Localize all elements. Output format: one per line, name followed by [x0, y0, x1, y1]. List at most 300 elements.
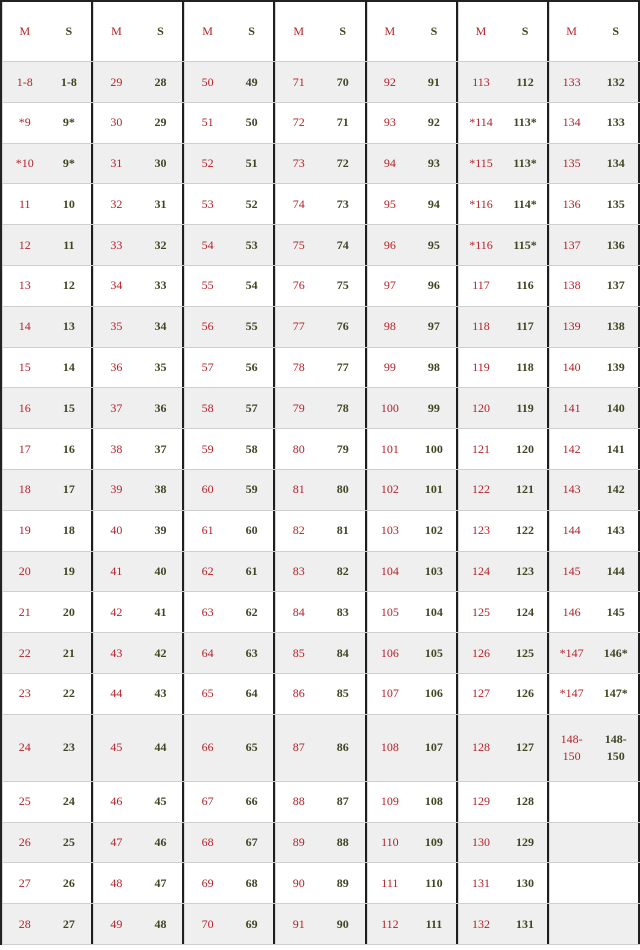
s-cell: 53	[230, 225, 276, 265]
m-cell: 107	[367, 674, 413, 714]
s-cell: 140	[593, 388, 640, 428]
m-cell: 25	[2, 782, 47, 822]
header-s: S	[321, 2, 367, 61]
s-cell	[593, 782, 640, 822]
s-cell: 115*	[503, 225, 549, 265]
s-cell: 130	[503, 863, 549, 903]
m-cell: 93	[367, 103, 413, 143]
s-cell: 79	[321, 429, 367, 469]
s-cell: 64	[230, 674, 276, 714]
m-cell: 55	[184, 266, 230, 306]
m-cell: 56	[184, 307, 230, 347]
s-cell: 107	[412, 715, 458, 781]
s-cell: 131	[503, 904, 549, 944]
m-cell	[549, 782, 594, 822]
s-cell: 136	[593, 225, 640, 265]
m-cell: 77	[275, 307, 321, 347]
s-cell: 113*	[503, 103, 549, 143]
s-cell: 70	[321, 62, 367, 102]
m-cell: 78	[275, 348, 321, 388]
s-cell: 27	[47, 904, 94, 944]
s-cell: 9*	[47, 144, 94, 184]
s-cell: 34	[139, 307, 185, 347]
s-cell: 20	[47, 592, 94, 632]
table-row	[2, 511, 640, 552]
header-m: M	[184, 2, 230, 61]
m-cell: 141	[549, 388, 594, 428]
m-cell	[549, 823, 594, 863]
header-m: M	[549, 2, 594, 61]
s-cell: 48	[139, 904, 185, 944]
m-cell: 39	[93, 470, 139, 510]
s-cell: 74	[321, 225, 367, 265]
m-cell: 36	[93, 348, 139, 388]
s-cell: 26	[47, 863, 94, 903]
s-cell: 112	[503, 62, 549, 102]
s-cell: 1-8	[47, 62, 94, 102]
header-s: S	[593, 2, 640, 61]
s-cell: 21	[47, 633, 94, 673]
s-cell: 19	[47, 552, 94, 592]
s-cell: 87	[321, 782, 367, 822]
s-cell: 110	[412, 863, 458, 903]
s-cell: 65	[230, 715, 276, 781]
header-s: S	[503, 2, 549, 61]
m-cell: 98	[367, 307, 413, 347]
table-row	[2, 144, 640, 185]
m-cell: 52	[184, 144, 230, 184]
m-cell: 111	[367, 863, 413, 903]
m-cell: 101	[367, 429, 413, 469]
m-cell: 66	[184, 715, 230, 781]
m-cell: 1-8	[2, 62, 47, 102]
s-cell: 90	[321, 904, 367, 944]
m-cell: 38	[93, 429, 139, 469]
s-cell: 100	[412, 429, 458, 469]
s-cell: 29	[139, 103, 185, 143]
s-cell: 132	[593, 62, 640, 102]
s-cell: 88	[321, 823, 367, 863]
m-cell: 126	[458, 633, 504, 673]
table-row	[2, 388, 640, 429]
s-cell: 62	[230, 592, 276, 632]
m-cell: 130	[458, 823, 504, 863]
s-cell: 125	[503, 633, 549, 673]
m-cell: 140	[549, 348, 594, 388]
s-cell: 54	[230, 266, 276, 306]
m-cell: 91	[275, 904, 321, 944]
header-m: M	[275, 2, 321, 61]
m-cell: 119	[458, 348, 504, 388]
s-cell	[593, 904, 640, 944]
m-cell: 35	[93, 307, 139, 347]
m-cell: 57	[184, 348, 230, 388]
m-cell: 46	[93, 782, 139, 822]
m-cell: 110	[367, 823, 413, 863]
m-cell: 129	[458, 782, 504, 822]
m-cell: 148- 150	[549, 715, 594, 781]
m-cell: 40	[93, 511, 139, 551]
s-cell: 86	[321, 715, 367, 781]
s-cell: 93	[412, 144, 458, 184]
s-cell: 76	[321, 307, 367, 347]
header-m: M	[2, 2, 47, 61]
m-cell: 76	[275, 266, 321, 306]
m-cell: 49	[93, 904, 139, 944]
s-cell: 38	[139, 470, 185, 510]
m-cell: 43	[93, 633, 139, 673]
s-cell: 31	[139, 184, 185, 224]
s-cell: 51	[230, 144, 276, 184]
m-cell: *147	[549, 633, 594, 673]
s-cell: 60	[230, 511, 276, 551]
m-cell: 85	[275, 633, 321, 673]
s-cell: 63	[230, 633, 276, 673]
s-cell: 47	[139, 863, 185, 903]
m-cell: 44	[93, 674, 139, 714]
s-cell: 98	[412, 348, 458, 388]
s-cell: 141	[593, 429, 640, 469]
s-cell: 85	[321, 674, 367, 714]
table-row	[2, 348, 640, 389]
m-cell: 51	[184, 103, 230, 143]
m-cell: 100	[367, 388, 413, 428]
s-cell: 67	[230, 823, 276, 863]
m-cell: 50	[184, 62, 230, 102]
s-cell: 146*	[593, 633, 640, 673]
m-cell: 34	[93, 266, 139, 306]
m-cell: 68	[184, 823, 230, 863]
s-cell: 46	[139, 823, 185, 863]
s-cell: 18	[47, 511, 94, 551]
s-cell: 96	[412, 266, 458, 306]
table-row	[2, 674, 640, 715]
m-cell: 54	[184, 225, 230, 265]
s-cell: 66	[230, 782, 276, 822]
m-cell: 20	[2, 552, 47, 592]
s-cell: 108	[412, 782, 458, 822]
m-cell: 92	[367, 62, 413, 102]
s-cell: 50	[230, 103, 276, 143]
m-cell: 31	[93, 144, 139, 184]
s-cell: 147*	[593, 674, 640, 714]
m-cell: 16	[2, 388, 47, 428]
m-cell: 86	[275, 674, 321, 714]
m-cell: 71	[275, 62, 321, 102]
m-cell: 69	[184, 863, 230, 903]
s-cell: 44	[139, 715, 185, 781]
s-cell: 33	[139, 266, 185, 306]
m-cell: 105	[367, 592, 413, 632]
m-cell: 13	[2, 266, 47, 306]
s-cell: 43	[139, 674, 185, 714]
m-cell: 120	[458, 388, 504, 428]
s-cell	[593, 823, 640, 863]
s-cell: 102	[412, 511, 458, 551]
s-cell	[593, 863, 640, 903]
s-cell: 56	[230, 348, 276, 388]
s-cell: 24	[47, 782, 94, 822]
m-cell: 145	[549, 552, 594, 592]
table-row	[2, 307, 640, 348]
s-cell: 39	[139, 511, 185, 551]
m-cell: 74	[275, 184, 321, 224]
m-cell: 95	[367, 184, 413, 224]
s-cell: 120	[503, 429, 549, 469]
s-cell: 134	[593, 144, 640, 184]
m-cell: 28	[2, 904, 47, 944]
s-cell: 49	[230, 62, 276, 102]
s-cell: 97	[412, 307, 458, 347]
table-row	[2, 592, 640, 633]
header-s: S	[47, 2, 94, 61]
table-row	[2, 715, 640, 782]
s-cell: 9*	[47, 103, 94, 143]
s-cell: 92	[412, 103, 458, 143]
m-cell: 88	[275, 782, 321, 822]
s-cell: 127	[503, 715, 549, 781]
table-row	[2, 823, 640, 864]
m-cell: 108	[367, 715, 413, 781]
m-cell: 42	[93, 592, 139, 632]
m-cell: 21	[2, 592, 47, 632]
m-cell: 59	[184, 429, 230, 469]
s-cell: 80	[321, 470, 367, 510]
m-cell: 22	[2, 633, 47, 673]
m-cell: 123	[458, 511, 504, 551]
m-cell: 113	[458, 62, 504, 102]
m-cell: 72	[275, 103, 321, 143]
s-cell: 22	[47, 674, 94, 714]
s-cell: 10	[47, 184, 94, 224]
m-cell: 137	[549, 225, 594, 265]
s-cell: 58	[230, 429, 276, 469]
m-cell: 94	[367, 144, 413, 184]
s-cell: 91	[412, 62, 458, 102]
m-cell: 17	[2, 429, 47, 469]
m-cell: 27	[2, 863, 47, 903]
m-cell: 133	[549, 62, 594, 102]
m-cell: 58	[184, 388, 230, 428]
s-cell: 52	[230, 184, 276, 224]
m-cell: 131	[458, 863, 504, 903]
table-row	[2, 225, 640, 266]
s-cell: 114*	[503, 184, 549, 224]
m-cell: 65	[184, 674, 230, 714]
m-cell: 138	[549, 266, 594, 306]
s-cell: 135	[593, 184, 640, 224]
s-cell: 139	[593, 348, 640, 388]
m-cell: 24	[2, 715, 47, 781]
m-cell: 82	[275, 511, 321, 551]
s-cell: 126	[503, 674, 549, 714]
m-cell: 122	[458, 470, 504, 510]
table-row	[2, 552, 640, 593]
m-cell: 121	[458, 429, 504, 469]
s-cell: 95	[412, 225, 458, 265]
m-cell: 135	[549, 144, 594, 184]
m-cell: 11	[2, 184, 47, 224]
m-cell: 128	[458, 715, 504, 781]
s-cell: 89	[321, 863, 367, 903]
s-cell: 14	[47, 348, 94, 388]
m-cell: 103	[367, 511, 413, 551]
m-cell: *114	[458, 103, 504, 143]
table-row	[2, 863, 640, 904]
m-cell: 29	[93, 62, 139, 102]
s-cell: 103	[412, 552, 458, 592]
s-cell: 41	[139, 592, 185, 632]
s-cell: 37	[139, 429, 185, 469]
m-cell: 142	[549, 429, 594, 469]
s-cell: 84	[321, 633, 367, 673]
m-cell: 117	[458, 266, 504, 306]
s-cell: 121	[503, 470, 549, 510]
s-cell: 30	[139, 144, 185, 184]
m-cell: 62	[184, 552, 230, 592]
s-cell: 128	[503, 782, 549, 822]
s-cell: 117	[503, 307, 549, 347]
s-cell: 122	[503, 511, 549, 551]
m-cell: 70	[184, 904, 230, 944]
m-cell: 33	[93, 225, 139, 265]
m-cell: 26	[2, 823, 47, 863]
s-cell: 143	[593, 511, 640, 551]
m-cell: 143	[549, 470, 594, 510]
m-cell: 125	[458, 592, 504, 632]
s-cell: 104	[412, 592, 458, 632]
s-cell: 137	[593, 266, 640, 306]
m-cell: 53	[184, 184, 230, 224]
m-cell: 118	[458, 307, 504, 347]
s-cell: 105	[412, 633, 458, 673]
m-cell: 89	[275, 823, 321, 863]
m-cell: 80	[275, 429, 321, 469]
table-row	[2, 103, 640, 144]
m-cell: 90	[275, 863, 321, 903]
table-row	[2, 184, 640, 225]
m-cell: 48	[93, 863, 139, 903]
m-cell: 99	[367, 348, 413, 388]
s-cell: 45	[139, 782, 185, 822]
table-row	[2, 62, 640, 103]
m-cell: 12	[2, 225, 47, 265]
header-m: M	[367, 2, 413, 61]
s-cell: 12	[47, 266, 94, 306]
s-cell: 109	[412, 823, 458, 863]
m-cell: 97	[367, 266, 413, 306]
s-cell: 71	[321, 103, 367, 143]
s-cell: 78	[321, 388, 367, 428]
m-cell: 109	[367, 782, 413, 822]
m-cell: 45	[93, 715, 139, 781]
s-cell: 113*	[503, 144, 549, 184]
m-cell: *116	[458, 184, 504, 224]
s-cell: 55	[230, 307, 276, 347]
s-cell: 15	[47, 388, 94, 428]
m-cell: 127	[458, 674, 504, 714]
m-cell	[549, 863, 594, 903]
table-row	[2, 470, 640, 511]
s-cell: 144	[593, 552, 640, 592]
s-cell: 73	[321, 184, 367, 224]
s-cell: 116	[503, 266, 549, 306]
header-s: S	[139, 2, 185, 61]
m-cell: 134	[549, 103, 594, 143]
s-cell: 123	[503, 552, 549, 592]
table-row	[2, 429, 640, 470]
header-m: M	[93, 2, 139, 61]
m-cell: *115	[458, 144, 504, 184]
s-cell: 111	[412, 904, 458, 944]
s-cell: 94	[412, 184, 458, 224]
s-cell: 36	[139, 388, 185, 428]
s-cell: 142	[593, 470, 640, 510]
m-cell: 146	[549, 592, 594, 632]
m-cell: 30	[93, 103, 139, 143]
m-cell: 132	[458, 904, 504, 944]
m-cell: 106	[367, 633, 413, 673]
header-s: S	[230, 2, 276, 61]
s-cell: 101	[412, 470, 458, 510]
s-cell: 72	[321, 144, 367, 184]
m-cell: *116	[458, 225, 504, 265]
m-cell: 96	[367, 225, 413, 265]
table-row	[2, 633, 640, 674]
m-cell: 15	[2, 348, 47, 388]
s-cell: 11	[47, 225, 94, 265]
m-cell: 23	[2, 674, 47, 714]
m-cell: 144	[549, 511, 594, 551]
s-cell: 106	[412, 674, 458, 714]
m-cell: 102	[367, 470, 413, 510]
s-cell: 16	[47, 429, 94, 469]
s-cell: 129	[503, 823, 549, 863]
header-m: M	[458, 2, 504, 61]
header-row	[2, 2, 640, 62]
s-cell: 57	[230, 388, 276, 428]
m-cell: 37	[93, 388, 139, 428]
m-cell: 84	[275, 592, 321, 632]
m-cell: 136	[549, 184, 594, 224]
m-cell: 14	[2, 307, 47, 347]
s-cell: 75	[321, 266, 367, 306]
s-cell: 81	[321, 511, 367, 551]
s-cell: 59	[230, 470, 276, 510]
m-cell: 61	[184, 511, 230, 551]
s-cell: 25	[47, 823, 94, 863]
s-cell: 82	[321, 552, 367, 592]
m-cell: *9	[2, 103, 47, 143]
m-cell: 64	[184, 633, 230, 673]
s-cell: 83	[321, 592, 367, 632]
s-cell: 99	[412, 388, 458, 428]
s-cell: 61	[230, 552, 276, 592]
s-cell: 13	[47, 307, 94, 347]
s-cell: 119	[503, 388, 549, 428]
m-cell: 75	[275, 225, 321, 265]
m-cell: 18	[2, 470, 47, 510]
m-cell: *147	[549, 674, 594, 714]
table-row	[2, 904, 640, 945]
m-cell: 87	[275, 715, 321, 781]
m-cell: 81	[275, 470, 321, 510]
s-cell: 138	[593, 307, 640, 347]
header-s: S	[412, 2, 458, 61]
s-cell: 17	[47, 470, 94, 510]
s-cell: 42	[139, 633, 185, 673]
m-cell: 79	[275, 388, 321, 428]
